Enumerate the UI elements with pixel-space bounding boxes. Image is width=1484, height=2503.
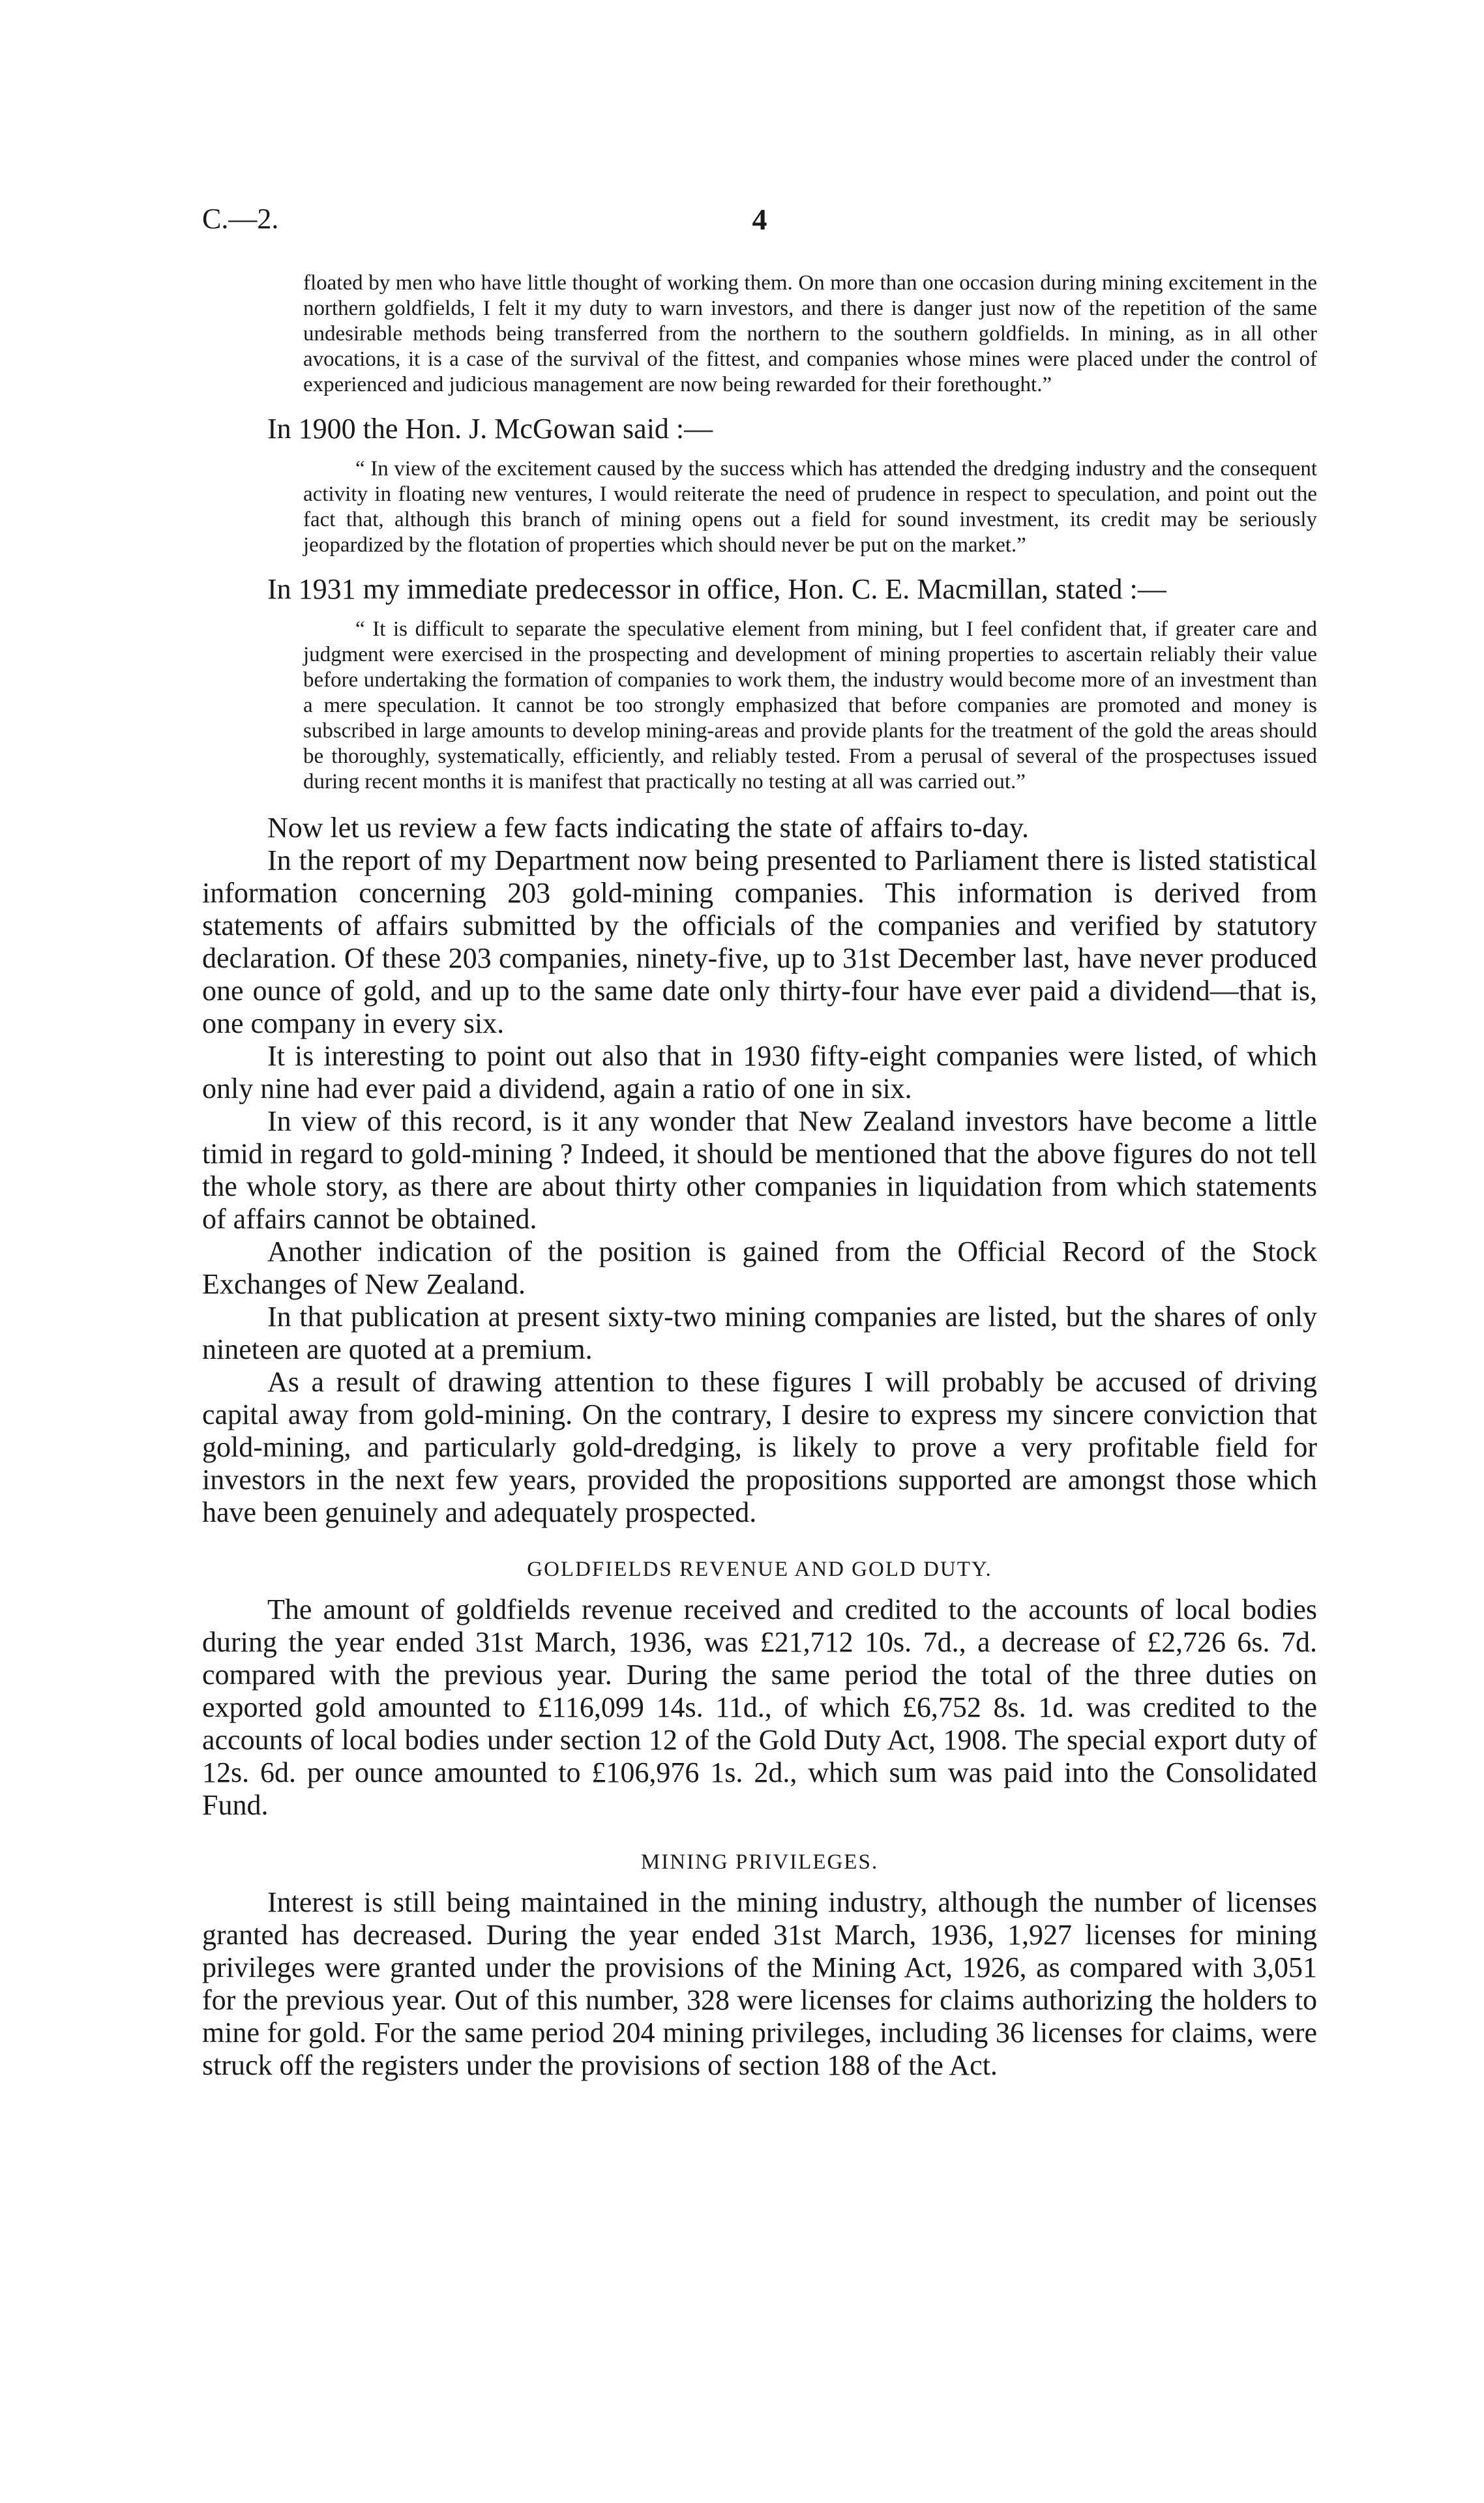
heading-mining-privileges: MINING PRIVILEGES. bbox=[640, 1850, 879, 1874]
heading-goldfields-revenue: GOLDFIELDS REVENUE AND GOLD DUTY. bbox=[527, 1558, 992, 1581]
page-number: 4 bbox=[752, 203, 767, 236]
quote-mcgowan: “ In view of the excitement caused by the success which has attended the dredging industry and the consequent activity in floating new ventures, I would reiterate the need of prudence in respect to speculation, and point out the fact that, although this branch of mining opens out a field for sound investment, its credit may be seriously jeopardized by the flotation of properties which should never be put on the market.” bbox=[303, 457, 1317, 557]
intro-mcgowan: In 1900 the Hon. J. McGowan said :— bbox=[267, 413, 713, 445]
paragraph-department-report: In the report of my Department now being presented to Parliament there is listed statistical information concerning 203 gold-mining companies. This information is derived from statements of affairs submitted by the officials of the companies and verified by statutory declaration. Of these 203 companies, ninety-five, up to 31st December last, have never produced one ounce of gold, and up to the same date only thirty-four have ever paid a dividend—that is, one company in every six. bbox=[202, 844, 1317, 1039]
page-content bbox=[202, 271, 1317, 2082]
paragraph-mining-privileges: Interest is still being maintained in the mining industry, although the number of licenses granted has decreased. During the year ended 31st March, 1936, 1,927 licenses for mining privileges were granted under the provisions of the Mining Act, 1926, as compared with 3,051 for the previous year. Out of this number, 328 were licenses for claims authorizing the holders to mine for gold. For the same period 204 mining privileges, including 36 licenses for claims, were struck off the registers under the provisions of section 188 of the Act. bbox=[202, 1886, 1317, 2081]
paragraph-official-record: Another indication of the position is gained from the Official Record of the Stock Exchanges of New Zealand. bbox=[202, 1236, 1317, 1300]
paragraph-investors-timid: In view of this record, is it any wonder that New Zealand investors have become a little timid in regard to gold-mining ? Indeed, it should be mentioned that the above figures do not tell the whole story, as there are about thirty other companies in liquidation from which statements of affairs cannot be obtained. bbox=[202, 1105, 1317, 1235]
intro-macmillan: In 1931 my immediate predecessor in office, Hon. C. E. Macmillan, stated :— bbox=[267, 573, 1166, 605]
quote-continuation: floated by men who have little thought of working them. On more than one occasion during mining excitement in the northern goldfields, I felt it my duty to warn investors, and there is danger just now of the repetition of the same undesirable methods being transferred from the northern to the southern goldfields. In mining, as in all other avocations, it is a case of the survival of the fittest, and companies whose mines were placed under the control of experienced and judicious management are now being rewarded for their forethought.” bbox=[303, 271, 1317, 396]
quote-macmillan: “ It is difficult to separate the speculative element from mining, but I feel confident that, if greater care and judgment were exercised in the prospecting and development of mining properties to ascertain reliably their value before undertaking the formation of companies to work them, the industry would become more of an investment than a mere speculation. It cannot be too strongly emphasized that before companies are promoted and money is subscribed in large amounts to develop mining-areas and provide plants for the treatment of the gold the areas should be thoroughly, systematically, efficiently, and reliably tested. From a perusal of several of the prospectuses issued during recent months it is manifest that practically no testing at all was carried out.” bbox=[303, 617, 1317, 793]
paragraph-goldfields-revenue: The amount of goldfields revenue received and credited to the accounts of local bodies during the year ended 31st March, 1936, was £21,712 10s. 7d., a decrease of £2,726 6s. 7d. compared with the previous year. During the same period the total of the three duties on exported gold amounted to £116,099 14s. 11d., of which £6,752 8s. 1d. was credited to the accounts of local bodies under section 12 of the Gold Duty Act, 1908. The special export duty of 12s. 6d. per ounce amounted to £106,976 1s. 2d., which sum was paid into the Consolidated Fund. bbox=[202, 1593, 1317, 1821]
paragraph-conviction: As a result of drawing attention to these figures I will probably be accused of driving capital away from gold-mining. On the contrary, I desire to express my sincere conviction that gold-mining, and particularly gold-dredging, is likely to prove a very profitable field for investors in the next few years, provided the propositions supported are amongst those which have been genuinely and adequately prospected. bbox=[202, 1366, 1317, 1528]
document-code: C.—2. bbox=[202, 203, 279, 235]
page-header bbox=[202, 202, 1317, 241]
paragraph-review-facts: Now let us review a few facts indicating the state of affairs to-day. bbox=[267, 812, 1030, 844]
paragraph-1930-companies: It is interesting to point out also that in 1930 fifty-eight companies were listed, of which only nine had ever paid a dividend, again a ratio of one in six. bbox=[202, 1040, 1317, 1104]
paragraph-publication-listing: In that publication at present sixty-two mining companies are listed, but the shares of only nineteen are quoted at a premium. bbox=[202, 1301, 1317, 1365]
